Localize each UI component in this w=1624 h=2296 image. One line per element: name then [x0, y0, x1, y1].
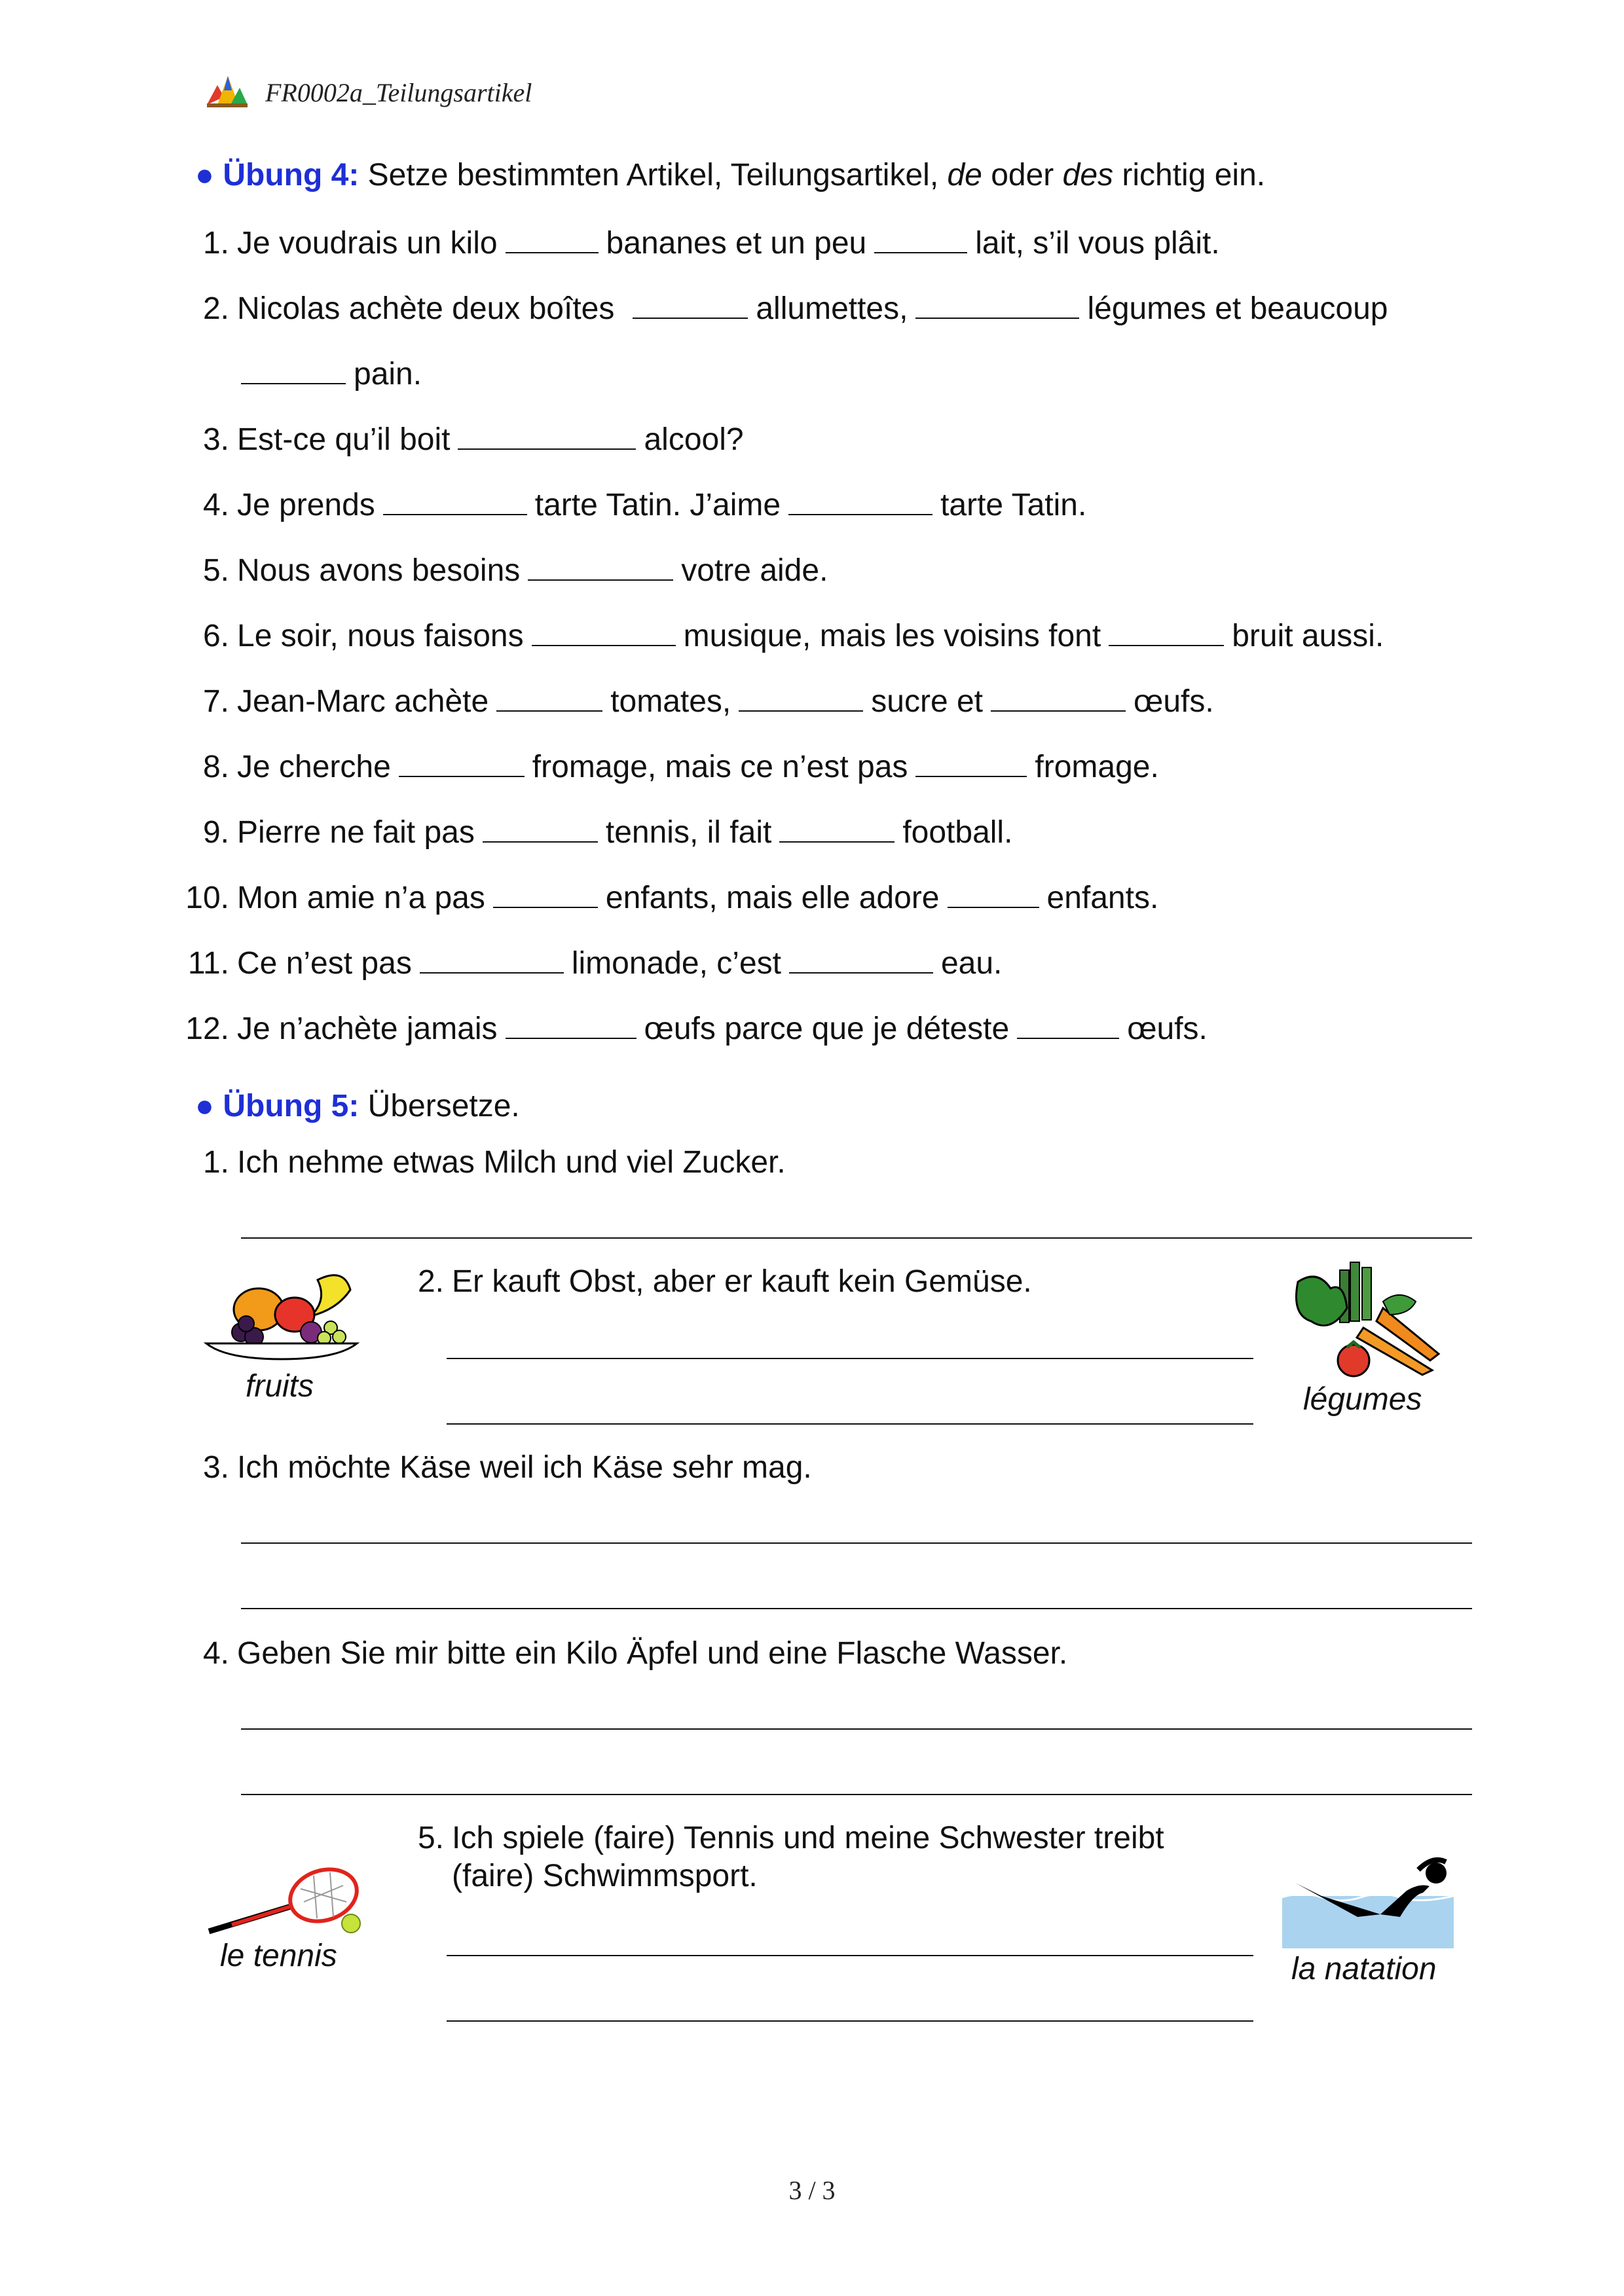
exercise-5-item-3: 3. Ich möchte Käse weil ich Käse sehr mag.: [202, 1450, 812, 1485]
instruction-text: Setze bestimmten Artikel, Teilungsartikel,: [359, 158, 948, 192]
page-number: 3 / 3: [788, 2176, 836, 2205]
exercise-4-item-5: 5. Nous avons besoins votre aide.: [202, 553, 828, 588]
fill-blank[interactable]: [528, 560, 673, 581]
instruction-de: de: [947, 158, 982, 192]
exercise-5-heading: [195, 1088, 520, 1124]
fruits-caption: fruits: [246, 1369, 314, 1404]
fill-blank[interactable]: [506, 1018, 637, 1039]
exercise-5-label: Übung 5:: [223, 1089, 360, 1123]
fill-blank[interactable]: [874, 232, 967, 253]
fill-blank[interactable]: [383, 494, 527, 515]
exercise-4-item-2: 2. Nicolas achète deux boîtes allumettes, légumes et beaucoup: [202, 291, 1388, 326]
document-title: FR0002a_Teilungsartikel: [265, 78, 532, 107]
exercise-4-item-10: 10. Mon amie n’a pas enfants, mais elle adore enfants.: [185, 881, 1159, 915]
bullet-icon: ●: [195, 1089, 214, 1123]
fill-blank[interactable]: [483, 822, 598, 843]
bullet-icon: ●: [195, 158, 214, 192]
instruction-text: oder: [982, 158, 1063, 192]
fill-blank[interactable]: [991, 691, 1126, 712]
fill-blank[interactable]: [1017, 1018, 1119, 1039]
fill-blank[interactable]: [915, 298, 1079, 319]
fill-blank[interactable]: [779, 822, 895, 843]
exercise-5-item-4: 4. Geben Sie mir bitte ein Kilo Äpfel und eine Flasche Wasser.: [202, 1636, 1068, 1671]
answer-line[interactable]: [241, 1794, 1472, 1795]
answer-line[interactable]: [241, 1728, 1472, 1730]
vegetables-icon: [1285, 1256, 1442, 1380]
fill-blank[interactable]: [458, 429, 636, 450]
exercise-5-item-5: 5. Ich spiele (faire) Tennis und meine Schwester treibt: [417, 1821, 1164, 1855]
fill-blank[interactable]: [241, 363, 346, 384]
tennis-racket-icon: [206, 1866, 367, 1938]
fill-blank[interactable]: [532, 625, 676, 646]
fill-blank[interactable]: [789, 953, 933, 974]
instruction-des: des: [1062, 158, 1114, 192]
answer-line[interactable]: [241, 1237, 1472, 1239]
answer-line[interactable]: [447, 1955, 1253, 1956]
fill-blank[interactable]: [739, 691, 863, 712]
exercise-4-item-12: 12. Je n’achète jamais œufs parce que je déteste œufs.: [185, 1011, 1208, 1046]
tennis-caption: le tennis: [220, 1939, 337, 1973]
instruction-text: richtig ein.: [1113, 158, 1266, 192]
exercise-4-item-8: 8. Je cherche fromage, mais ce n’est pas fromage.: [202, 750, 1159, 784]
exercise-4-item-3: 3. Est-ce qu’il boit alcool?: [202, 422, 744, 457]
fill-blank[interactable]: [948, 887, 1039, 908]
fruit-bowl-icon: [203, 1264, 360, 1362]
fill-blank[interactable]: [493, 887, 598, 908]
exercise-5-item-5-cont: (faire) Schwimmsport.: [452, 1859, 758, 1893]
legumes-caption: légumes: [1303, 1382, 1422, 1417]
answer-line[interactable]: [447, 2020, 1253, 2022]
answer-line[interactable]: [241, 1542, 1472, 1544]
fill-blank[interactable]: [420, 953, 564, 974]
fill-blank[interactable]: [1109, 625, 1224, 646]
fill-blank[interactable]: [915, 756, 1027, 777]
publisher-logo-icon: [204, 71, 249, 110]
exercise-4-item-2-cont: pain.: [241, 356, 422, 392]
fill-blank[interactable]: [399, 756, 525, 777]
answer-line[interactable]: [447, 1358, 1253, 1359]
exercise-5-item-1: 1. Ich nehme etwas Milch und viel Zucker.: [202, 1145, 786, 1180]
answer-line[interactable]: [241, 1608, 1472, 1609]
fill-blank[interactable]: [506, 232, 599, 253]
exercise-4-heading: [195, 157, 1265, 193]
exercise-4-item-4: 4. Je prends tarte Tatin. J’aime tarte Tatin.: [202, 488, 1087, 522]
exercise-4-item-9: 9. Pierre ne fait pas tennis, il fait football.: [202, 815, 1013, 850]
exercise-4-item-11: 11. Ce n’est pas limonade, c’est eau.: [187, 946, 1003, 981]
fill-blank[interactable]: [788, 494, 932, 515]
instruction-text: Übersetze.: [359, 1089, 520, 1123]
fill-blank[interactable]: [496, 691, 602, 712]
exercise-4-item-6: 6. Le soir, nous faisons musique, mais les voisins font bruit aussi.: [202, 619, 1384, 653]
exercise-4-item-1: 1. Je voudrais un kilo bananes et un peu lait, s’il vous plâit.: [202, 226, 1220, 261]
fill-blank[interactable]: [633, 298, 748, 319]
natation-caption: la natation: [1291, 1952, 1437, 1986]
swimmer-icon: [1282, 1857, 1454, 1948]
exercise-4-label: Übung 4:: [223, 158, 360, 192]
answer-line[interactable]: [447, 1423, 1253, 1425]
exercise-5-item-2: 2. Er kauft Obst, aber er kauft kein Gemüse.: [417, 1264, 1032, 1299]
exercise-4-item-7: 7. Jean-Marc achète tomates, sucre et œufs.: [202, 684, 1214, 719]
